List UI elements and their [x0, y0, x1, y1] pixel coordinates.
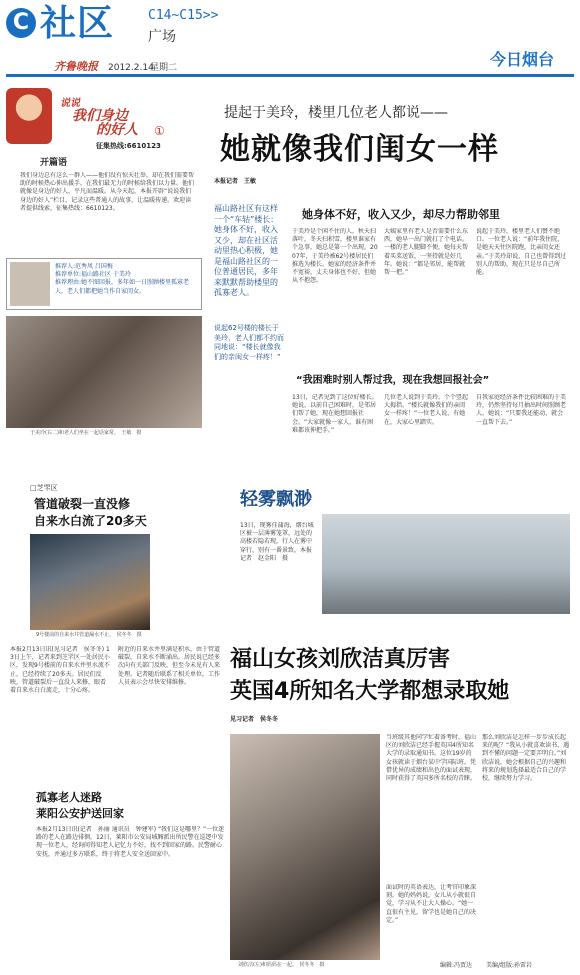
water-photo-caption: 9号楼前的自来水井管道漏水不止。 侯冬冬 摄 [36, 632, 142, 638]
main-kicker: 提起于美玲，楼里几位老人都说—— [224, 105, 448, 121]
edition-name: 今日烟台 [490, 50, 555, 69]
brief-elder-body: 本报2月13日讯(记者 孙丽 通讯员 钟建军) “我们这是哪里？”一位迷路的老人在路边徘徊。12日，莱阳市公安局城厢派出所民警在巡逻中发现一位老人，经询问得知老人记忆力不好，找不到回家的路。民警耐心安抚，并通过多方联系，终于将老人安全送回家中。 [36, 826, 225, 858]
issue-weekday: 星期二 [150, 63, 178, 73]
main-body-col4: 13日，记者见到了这位好楼长。她说，以前自己困难时，是邻居们帮了她，现在她想回报社会。“大家就像一家人，谁有困难都该伸把手。” [292, 394, 378, 434]
footer-editor: 编辑:冯贾达 [440, 962, 473, 969]
main-body-col5: 几位老人说到于美玲，个个竖起大拇指。“楼长就像我们的亲闺女一样疼！”一位老人说，有她在，大家心里踏实。 [384, 394, 469, 426]
recommend-box [6, 258, 202, 310]
section-title: 社区 [40, 3, 115, 44]
main-body-col6: 自我家庭经济条件比较困难的于美玲，仍然坚持每月抽出时间照顾老人。她说：“只要我还能动，就会一直帮下去。” [476, 394, 567, 426]
main-story [210, 84, 574, 484]
intro-text: 我们身边总有这么一群人——他们没有惊天壮举，却在我们需要帮助的时候热心伸出援手，在我们最无力的时候给我们以力量。他们就像是身边的好人，平凡而温暖。从今天起，本报开辟“说说我们身边的好人”栏目，记录这些普通人的故事，让温暖传递。欢迎读者提供线索，征集热线：6610123。 [20, 172, 195, 212]
header-rule [6, 74, 574, 77]
brief-water-body: 本报2月13日讯(见习记者 侯冬冬) 13日上午，记者来到芝罘区一处居民小区，发现9号楼前的自来水井里水流不止，已经持续了20多天。居民们反映，管道破裂后一直没人来修，眼看着自来水白白流走，十分心疼。 [10, 646, 110, 695]
pull-quote: 福山路社区有这样一个“车轱”楼长：她身体不好，收入又少，却在社区活动里热心积极，她是福山路社区的一位普通居民，多年来默默帮助楼里的孤寡老人。 [214, 204, 279, 297]
elderly-group-photo [6, 316, 202, 428]
subhead-2: “我困难时别人帮过我，现在我想回报社会” [296, 375, 490, 386]
slogan-line3: 的好人 [96, 122, 138, 138]
recommend-text: 推荐人:范秀凤 吕国梅 推荐单位:福山路社区 于美玲 推荐理由:她不图回报，多年如一日照顾楼里孤寡老人，老人们都把她当作自家闺女。 [55, 263, 190, 295]
student-mother-photo [230, 734, 380, 960]
weather-caption: 13日，现雾佳蒲海，烟台城区被一层薄雾笼罩，远处的高楼若隐若现，行人在雾中穿行，别有一番景致。本报记者 赵金阳 摄 [240, 522, 314, 562]
subhead-1: 她身体不好，收入又少，却尽力帮助邻里 [302, 208, 500, 221]
weather-headline: 轻雾飘渺 [240, 489, 312, 510]
intro-label: 开篇语 [40, 158, 68, 168]
brief-water-headline: 管道破裂一直没修 自来水白流了20多天 [34, 497, 147, 528]
lei-feng-portrait-icon [6, 88, 52, 144]
page-range: C14~C15>> [148, 8, 219, 23]
brief-elder-headline: 孤寡老人迷路 莱阳公安护送回家 [36, 791, 124, 820]
brief-elder [6, 786, 226, 962]
fog-city-photo [322, 514, 570, 614]
elderly-photo-caption: 于美玲(右二)和老人们坐在一起话家常。 王敏 摄 [30, 430, 142, 436]
masthead [0, 0, 580, 78]
pull-quote-2: 说起62号楼的楼长于美玲，老人们都不约而同地说：“楼长就像我们的亲闺女一样疼！” [214, 324, 284, 361]
main-body-col1: 于美玲是个闲不住的人，秋天扫落叶，冬天扫积雪，楼里谁家有个急事，她总是第一个出现。2007年，于美玲被62号楼居民们推选为楼长。她家的经济条件并不宽裕，丈夫身体也不好，但她从不抱怨。 [292, 228, 378, 285]
section-logo-icon: C [6, 8, 36, 38]
admission-story [230, 624, 574, 970]
slogan-line2: 我们身边 [72, 108, 128, 124]
column-number: ① [154, 124, 165, 138]
admission-body-col3: 那么刘欣洁是怎样一步步成长起来的呢？“我从小就喜欢读书，遇到不懂的问题一定要弄明白。”刘欣洁说，她会根据自己的兴趣和将来的规划选择最适合自己的学校，继续努力学习。 [482, 734, 570, 783]
main-byline: 本报记者 王敏 [214, 178, 257, 185]
admission-byline: 见习记者 侯冬冬 [230, 716, 279, 723]
brief-water-tag: □芝罘区 [30, 484, 58, 492]
admission-photo-caption: 刘欣洁(左)和妈妈在一起。 侯冬冬 摄 [238, 962, 325, 968]
subsection-title: 广场 [148, 29, 176, 45]
footer-design: 美编/组版:孙雷岩 [486, 962, 533, 969]
admission-body-col1: 当班级其他同学忙着备考时，福山区的刘欣洁已经手握英国4所知名大学的录取通知书。这位19岁的女孩就读于烟台某中学国际班，凭借优异的成绩和出色的面试表现，同时获得了英国多所名校的青睐。 [386, 734, 476, 783]
admission-headline-1: 福山女孩刘欣洁真厉害 [230, 647, 451, 672]
water-leak-photo [30, 534, 150, 630]
slogan-line1: 说说 [60, 98, 80, 109]
main-headline: 她就像我们闺女一样 [220, 132, 499, 167]
main-body-col3: 说起于美玲，楼里老人们赞不绝口。一位老人说：“前年我住院，是她天天往医院跑，比亲闺女还亲。”于美玲却说，自己也曾得到过别人的帮助，现在只是尽自己所能。 [476, 228, 567, 277]
brief-water-body-2: 附近的自来水井里满是积水，由于管道破裂，自来水不断涌出。居民说已经多次向有关部门反映，但至今未见有人来处理。记者随后联系了相关单位，工作人员表示会尽快安排维修。 [118, 646, 221, 686]
weather-feature [230, 484, 574, 620]
main-body-col2: 大姨家里有老人是否需要什么东西，她早一出门就打了个电话。一楼的老人腿脚不便，她每天帮着买菜送饭，一坚持就是好几年。她说：“都是邻居，能帮就帮一把。” [384, 228, 469, 277]
column-hotline: 征集热线:6610123 [96, 142, 161, 150]
brief-water [6, 484, 226, 784]
issue-date: 2012.2.14 [108, 63, 154, 73]
paper-name: 齐鲁晚报 [54, 60, 98, 73]
recommend-image [10, 262, 50, 306]
admission-headline-2: 英国4所知名大学都想录取她 [230, 679, 510, 704]
column-box [6, 84, 202, 374]
admission-body-col2: 面试时的英语表达，让考官印象深刻。她的妈妈说，女儿从小就很自觉，学习从不让大人操心。“她一直很有主见，留学也是她自己的决定。” [386, 884, 476, 924]
